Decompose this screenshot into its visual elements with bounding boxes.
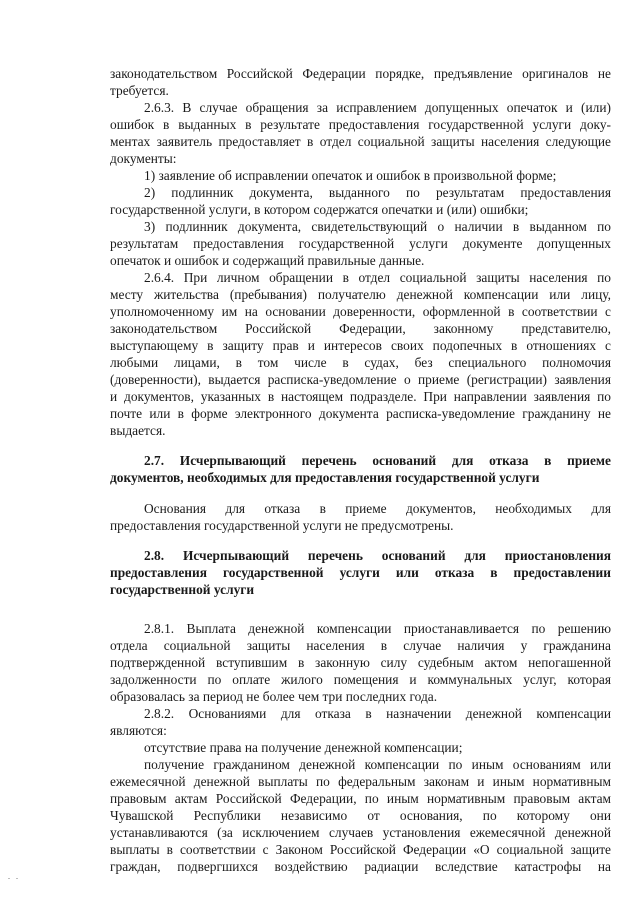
text-line: 2.6.4. При личном обращении в отдел социальной защиты населения по: [144, 270, 611, 285]
scan-corner-mark: . .: [8, 872, 20, 881]
text-line: законодательством Российской Федерации, законному представителю,: [110, 321, 611, 336]
text-line: результатам предоставления государственной услуги документе допущенных: [110, 236, 611, 251]
text-line: правовым актам Российской Федерации, по иным нормативным правовым актам: [110, 791, 611, 806]
text-line: 1) заявление об исправлении опечаток и ошибок в произвольной форме;: [144, 168, 557, 183]
text-line: 2.6.3. В случае обращения за исправлением допущенных опечаток и (или): [144, 100, 611, 115]
section-heading-2-8: государственной услуги: [110, 582, 255, 597]
text-line: граждан, подвергшихся воздействию радиации вследствие катастрофы на: [110, 859, 611, 874]
text-line: выдается.: [110, 423, 166, 438]
text-line: ментах заявитель предоставляет в отдел социальной защиты населения следующие: [110, 134, 611, 149]
text-line: выплаты в соответствии с Законом Российской Федерации «О социальной защите: [110, 842, 611, 857]
text-line: получение гражданином денежной компенсации по иным основаниям или: [144, 757, 611, 772]
text-line: (доверенности), выдается расписка-уведомление о приеме (регистрации) заявления: [110, 372, 611, 387]
section-heading-2-7: документов, необходимых для предоставления государственной услуги: [110, 470, 540, 485]
text-line: любыми лицами, в том числе в судах, без специального полномочия: [110, 355, 611, 370]
text-line: отсутствие права на получение денежной компенсации;: [144, 740, 463, 755]
text-line: Чувашской Республики независимо от основания, по которому они: [110, 808, 611, 823]
text-line: подтвержденной вступившим в законную силу судебным актом непогашенной: [110, 655, 611, 670]
text-line: отдела социальной защиты населения в случае наличия у гражданина: [110, 638, 611, 653]
text-line: документы:: [110, 151, 177, 166]
text-line: и документов, указанных в настоящем подразделе. При направлении заявления по: [110, 389, 611, 404]
text-line: ежемесячной денежной выплаты по федеральным законам и иным нормативным: [110, 774, 611, 789]
text-line: 2.8.1. Выплата денежной компенсации приостанавливается по решению: [144, 621, 611, 636]
text-line: ошибок в выданных в результате предоставления государственной услуги доку-: [110, 117, 611, 132]
text-line: почте или в форме электронного документа расписка-уведомление гражданину не: [110, 406, 611, 421]
text-line: уполномоченному им на основании доверенности, оформленной в соответствии с: [110, 304, 611, 319]
text-line: устанавливаются (за исключением случаев установления ежемесячной денежной: [110, 825, 611, 840]
section-heading-2-8: 2.8. Исчерпывающий перечень оснований для приостановления: [144, 548, 611, 563]
section-heading-2-7: 2.7. Исчерпывающий перечень оснований для отказа в приеме: [144, 453, 611, 468]
text-line: предоставления государственной услуги не предусмотрены.: [110, 518, 454, 533]
text-line: государственной услуги, в котором содержатся опечатки и (или) ошибки;: [110, 202, 529, 217]
text-line: Основания для отказа в приеме документов, необходимых для: [144, 501, 611, 516]
text-line: 2.8.2. Основаниями для отказа в назначении денежной компенсации: [144, 706, 611, 721]
text-line: выступающему в защиту прав и интересов своих подопечных в отношениях с: [110, 338, 611, 353]
text-line: образовалась за период не более чем три последних года.: [110, 689, 438, 704]
section-heading-2-8: предоставления государственной услуги или отказа в предоставлении: [110, 565, 611, 580]
text-line: 3) подлинник документа, свидетельствующий о наличии в выданном по: [144, 219, 611, 234]
text-line: задолженности по оплате жилого помещения и коммунальных услуг, которая: [110, 672, 611, 687]
text-line: законодательством Российской Федерации порядке, предъявление оригиналов не: [110, 66, 611, 81]
text-line: 2) подлинник документа, выданного по результатам предоставления: [144, 185, 611, 200]
text-line: месту жительства (пребывания) получателю денежной компенсации или лицу,: [110, 287, 611, 302]
text-line: являются:: [110, 723, 167, 738]
text-line: опечаток и ошибок и содержащий правильные данные.: [110, 253, 425, 268]
text-line: требуется.: [110, 83, 169, 98]
